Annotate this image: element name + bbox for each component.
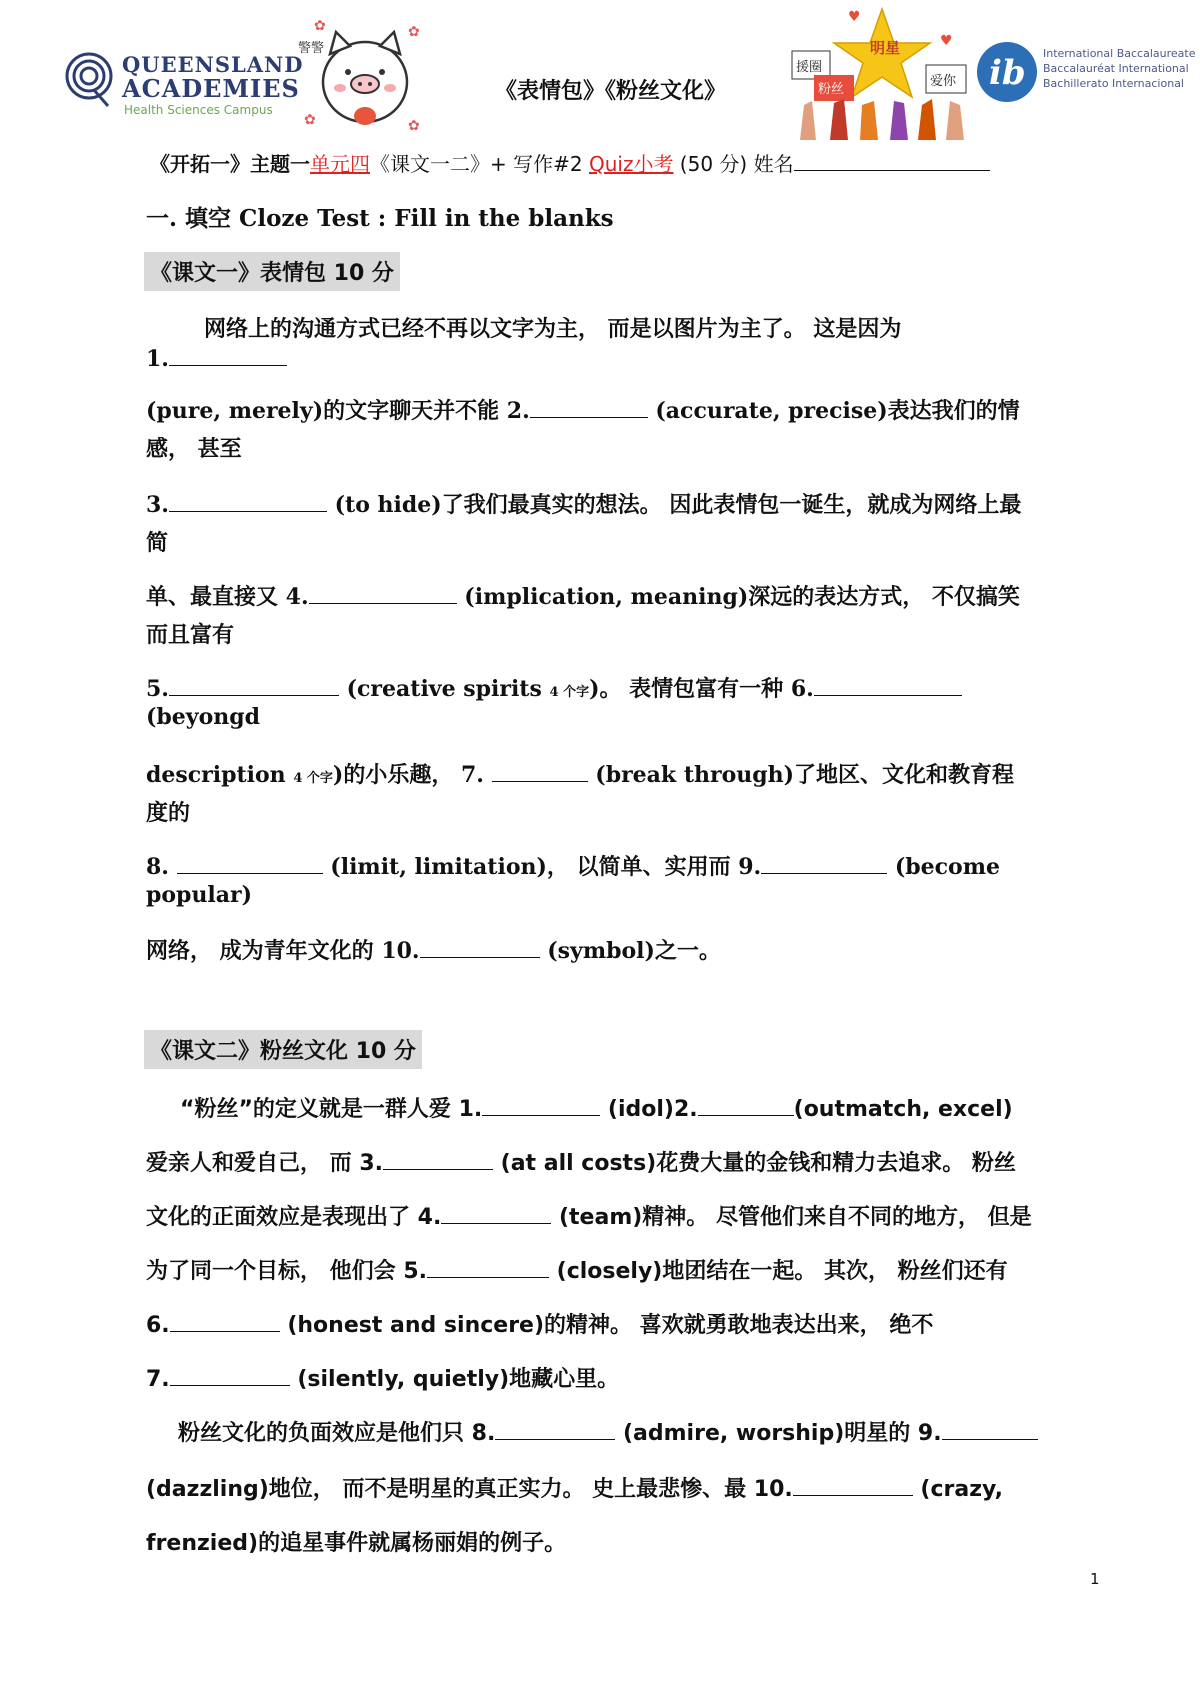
fans-sign-star: 明星 [870, 39, 901, 57]
text2-l2b: (at all costs)花费大量的金钱和精力去追求。 粉丝 [492, 1151, 1016, 1176]
text2-l2a: 爱亲人和爱自己， 而 3. [146, 1151, 383, 1176]
text2-l4a: 为了同一个目标， 他们会 5. [146, 1259, 427, 1284]
text1-line4: 感， 甚至 [146, 437, 242, 462]
text2-l6a: 7. [146, 1367, 170, 1392]
text1-l11b: 4 个字 [293, 771, 333, 786]
pig-caption: 警警 [298, 41, 325, 56]
section-cloze-title: 一. 填空 Cloze Test : Fill in the blanks [146, 205, 614, 232]
qa-logo-line1: QUEENSLAND [122, 52, 304, 77]
document-title: 《表情包》《粉丝文化》 [495, 78, 727, 104]
fans-sign-right: 爱你 [930, 74, 957, 89]
text1-l13b: (limit, limitation)， 以简单、实用而 9. [322, 854, 762, 880]
text1-l7a: 单、最直接又 4. [146, 584, 309, 610]
text1-l9d: )。 表情包富有一种 6. [589, 676, 814, 702]
fans-sign-left: 援圈 [796, 60, 823, 75]
name-field[interactable] [794, 150, 990, 171]
text1-l11d: (break through)了地区、文化和教育程 [587, 762, 1015, 788]
fans-sign-fan: 粉丝 [818, 82, 845, 97]
text1-line15 [146, 934, 721, 965]
text2-line7 [178, 1416, 1038, 1447]
queensland-academies-emblem-icon [64, 50, 114, 110]
text2-line2 [146, 1146, 1016, 1177]
text1-line3 [146, 394, 1020, 425]
svg-text:✿: ✿ [408, 118, 420, 134]
svg-text:♥: ♥ [848, 9, 861, 25]
text1-l9c: 4 个字 [549, 685, 590, 700]
svg-text:✿: ✿ [304, 112, 316, 128]
text2-blank-5[interactable] [427, 1259, 549, 1278]
text2-line4 [146, 1254, 1008, 1285]
svg-text:✿: ✿ [408, 24, 420, 40]
text2-line1 [180, 1092, 1013, 1123]
text1-line2 [146, 346, 287, 372]
text1-heading: 《课文一》表情包 10 分 [144, 252, 400, 291]
text2-line3 [146, 1200, 1032, 1231]
ib-mark-text: ib [989, 53, 1026, 93]
text2-l5b: (honest and sincere)的精神。 喜欢就勇敢地表达出来， 绝不 [279, 1313, 934, 1338]
text1-blank-6[interactable] [814, 677, 962, 696]
text2-l6b: (silently, quietly)地藏心里。 [289, 1367, 620, 1392]
text2-blank-10[interactable] [793, 1477, 913, 1496]
text2-l5a: 6. [146, 1313, 170, 1338]
text1-l7b: (implication, meaning)深远的表达方式， 不仅搞笑 [456, 584, 1020, 610]
subtitle-part2: 《课文一二》+ 写作#2 [370, 152, 589, 176]
text2-blank-6[interactable] [170, 1313, 280, 1332]
qa-logo-campus: Health Sciences Campus [124, 103, 273, 117]
text2-l1b: (idol)2. [600, 1097, 698, 1122]
page-header [0, 0, 1200, 145]
svg-text:✿: ✿ [314, 18, 326, 34]
text1-l9a: 5. [146, 676, 169, 702]
text2-blank-8[interactable] [495, 1421, 615, 1440]
subtitle-part3: (50 分) 姓名 [673, 152, 794, 176]
text2-heading: 《课文二》粉丝文化 10 分 [144, 1030, 422, 1069]
text1-l5b: (to hide)了我们最真实的想法。 因此表情包一诞生，就成为网络上最 [326, 492, 1022, 518]
text1-l13c: (become [887, 854, 1000, 880]
text2-line8 [146, 1472, 1003, 1503]
text1-line10: (beyongd [146, 704, 261, 730]
text2-blank-1[interactable] [482, 1097, 600, 1116]
text1-blank-10[interactable] [420, 939, 540, 958]
blank-label-1: 1. [146, 346, 169, 372]
qa-logo-line2: ACADEMIES [122, 74, 300, 103]
text1-l15b: (symbol)之一。 [539, 938, 721, 964]
text1-blank-2[interactable] [530, 399, 648, 418]
text1-blank-9[interactable] [761, 855, 887, 874]
text2-blank-7[interactable] [170, 1367, 290, 1386]
queensland-academies-logo [64, 48, 304, 118]
text1-blank-3[interactable] [169, 493, 327, 512]
text1-l3b: (accurate, precise)表达我们的情 [647, 398, 1020, 424]
text2-l8a: (dazzling)地位， 而不是明星的真正实力。 史上最悲惨、最 10. [146, 1477, 793, 1502]
text2-blank-3[interactable] [383, 1151, 493, 1170]
text2-l1c: (outmatch, excel) [793, 1097, 1013, 1122]
text2-blank-4[interactable] [441, 1205, 551, 1224]
text2-l3b: (team)精神。 尽管他们来自不同的地方， 但是 [551, 1205, 1032, 1230]
text1-l13a: 8. [146, 854, 177, 880]
text2-blank-9[interactable] [942, 1421, 1038, 1440]
text1-line11 [146, 758, 1014, 789]
ib-emblem-icon [975, 40, 1039, 104]
text1-line6: 简 [146, 531, 169, 556]
text1-line7 [146, 580, 1020, 611]
text1-line13 [146, 850, 1000, 881]
text1-blank-4[interactable] [309, 585, 457, 604]
quiz-subtitle [150, 148, 990, 177]
subtitle-quiz: Quiz小考 [588, 152, 674, 176]
fan-culture-image [790, 5, 975, 140]
ib-text-line2: Baccalauréat International [1043, 62, 1189, 75]
ib-text-line1: International Baccalaureate [1043, 47, 1196, 60]
text1-l11c: )的小乐趣， 7. [332, 762, 492, 788]
text1-line1: 网络上的沟通方式已经不再以文字为主， 而是以图片为主了。 这是因为 [204, 317, 902, 342]
text1-blank-5[interactable] [169, 677, 339, 696]
text1-l15a: 网络， 成为青年文化的 10. [146, 938, 420, 964]
text1-line12: 度的 [146, 801, 191, 826]
text1-l5a: 3. [146, 492, 169, 518]
ib-text [1043, 46, 1195, 91]
text2-line6 [146, 1362, 619, 1393]
pig-sticker-image [290, 12, 430, 137]
text2-line9: frenzied)的追星事件就属杨丽娟的例子。 [146, 1531, 567, 1556]
page-number: 1 [1090, 1570, 1100, 1588]
text1-blank-7[interactable] [492, 763, 588, 782]
text2-l4b: (closely)地团结在一起。 其次， 粉丝们还有 [548, 1259, 1008, 1284]
text1-l3a: (pure, merely)的文字聊天并不能 2. [146, 398, 530, 424]
ib-logo [975, 40, 1200, 110]
text2-blank-2[interactable] [698, 1097, 794, 1116]
text1-line9 [146, 672, 962, 703]
text2-l3a: 文化的正面效应是表现出了 4. [146, 1205, 442, 1230]
text2-l1a: “粉丝”的定义就是一群人爱 1. [180, 1097, 483, 1122]
subtitle-part1: 《开拓一》主题一 [150, 152, 310, 176]
svg-text:♥: ♥ [940, 33, 953, 49]
text1-blank-1[interactable] [169, 347, 287, 366]
text1-blank-8[interactable] [177, 855, 323, 874]
text1-line14: popular) [146, 882, 253, 908]
text1-line8: 而且富有 [146, 623, 235, 648]
subtitle-unit: 单元四 [310, 152, 370, 176]
text1-l9b: (creative spirits [338, 676, 550, 702]
ib-text-line3: Bachillerato Internacional [1043, 77, 1184, 90]
text1-line5 [146, 488, 1021, 519]
text2-l7b: (admire, worship)明星的 9. [615, 1421, 942, 1446]
text1-l11a: description [146, 762, 294, 788]
text2-line5 [146, 1308, 933, 1339]
text2-l7a: 粉丝文化的负面效应是他们只 8. [178, 1421, 496, 1446]
text2-l8b: (crazy, [912, 1477, 1004, 1502]
